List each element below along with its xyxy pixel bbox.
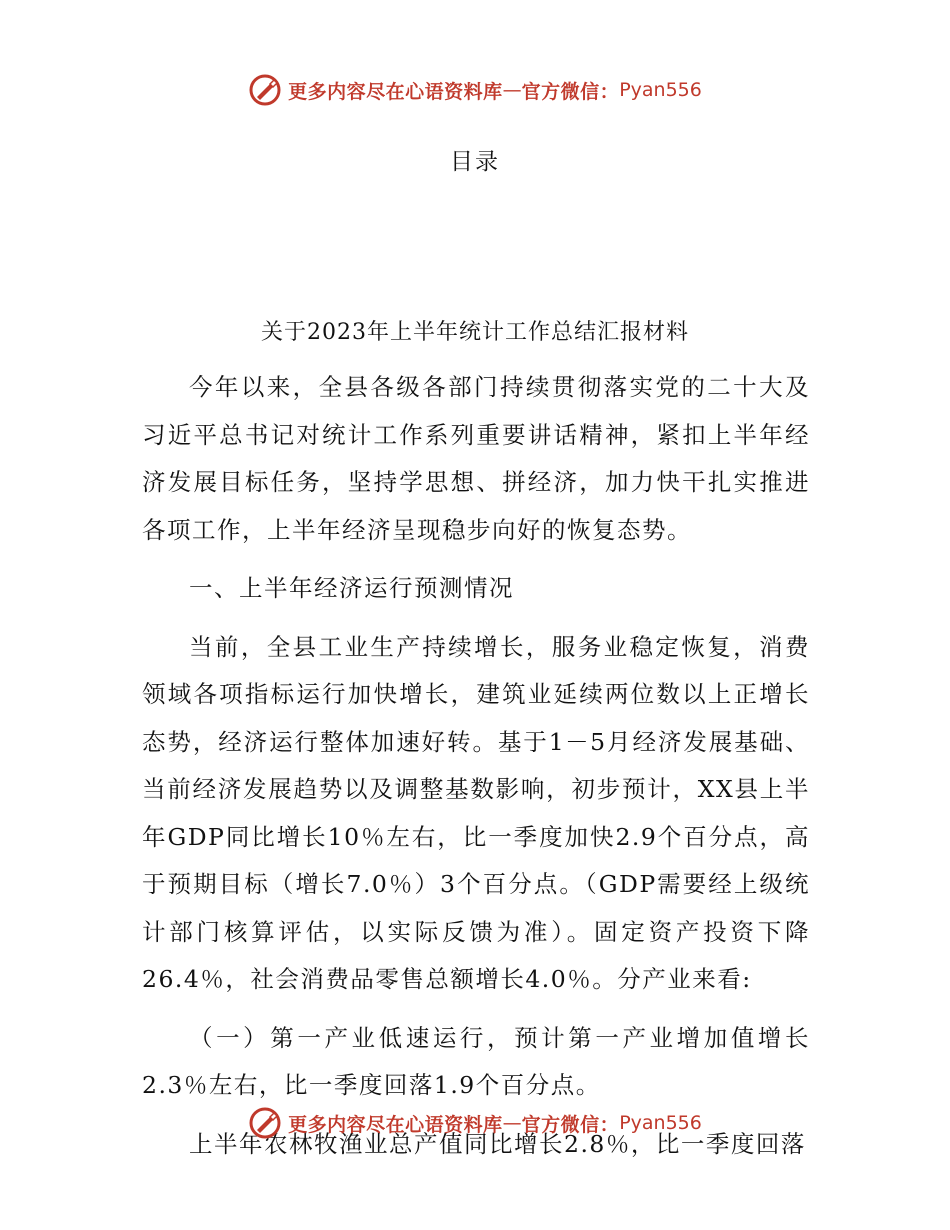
watermark-dash: —	[502, 1112, 522, 1134]
paragraph-primary-industry: （一）第一产业低速运行，预计第一产业增加值增长2.3％左右，比一季度回落1.9个百分点。	[142, 1023, 810, 1099]
watermark-dash: —	[502, 79, 522, 101]
pen-logo-icon	[248, 1106, 282, 1140]
paragraph-intro: 今年以来，全县各级各部门持续贯彻落实党的二十大及习近平总书记对统计工作系列重要讲话精神，紧扣上半年经济发展目标任务，坚持学思想、拼经济，加力快干扎实推进各项工作，上半年经济呈现稳步向好的恢复态势。	[142, 373, 810, 544]
section-heading: 一、上半年经济运行预测情况	[189, 574, 514, 602]
watermark-text: 更多内容尽在心语资料库	[288, 80, 503, 103]
watermark-banner-top	[0, 70, 950, 110]
paragraph-agriculture: 上半年农林牧渔业总产值同比增长2.8％，比一季度回落	[189, 1129, 806, 1158]
watermark-text: 更多内容尽在心语资料库	[288, 1113, 503, 1136]
watermark-wechat-id: Pyan556	[619, 1112, 702, 1134]
pen-logo-icon	[248, 73, 282, 107]
document-title: 关于2023年上半年统计工作总结汇报材料	[261, 320, 689, 345]
document-body	[142, 364, 810, 1168]
watermark-banner-bottom	[0, 1103, 950, 1143]
watermark-wechat-label: 官方微信：	[521, 80, 620, 103]
watermark-wechat-id: Pyan556	[619, 79, 702, 101]
toc-heading: 目录	[450, 149, 500, 175]
watermark-wechat-label: 官方微信：	[521, 1113, 620, 1136]
paragraph-forecast: 当前，全县工业生产持续增长，服务业稳定恢复，消费领域各项指标运行加快增长，建筑业延续两位数以上正增长态势，经济运行整体加速好转。基于1－5月经济发展基础、当前经济发展趋势以及调整基数影响，初步预计，XX县上半年GDP同比增长10％左右，比一季度加快2.9个百分点，高于预期目标（增长7.0％）3个百分点。（GDP需要经上级统计部门核算评估，以实际反馈为准）。固定资产投资下降26.4％，社会消费品零售总额增长4.0％。分产业来看:	[142, 632, 810, 993]
